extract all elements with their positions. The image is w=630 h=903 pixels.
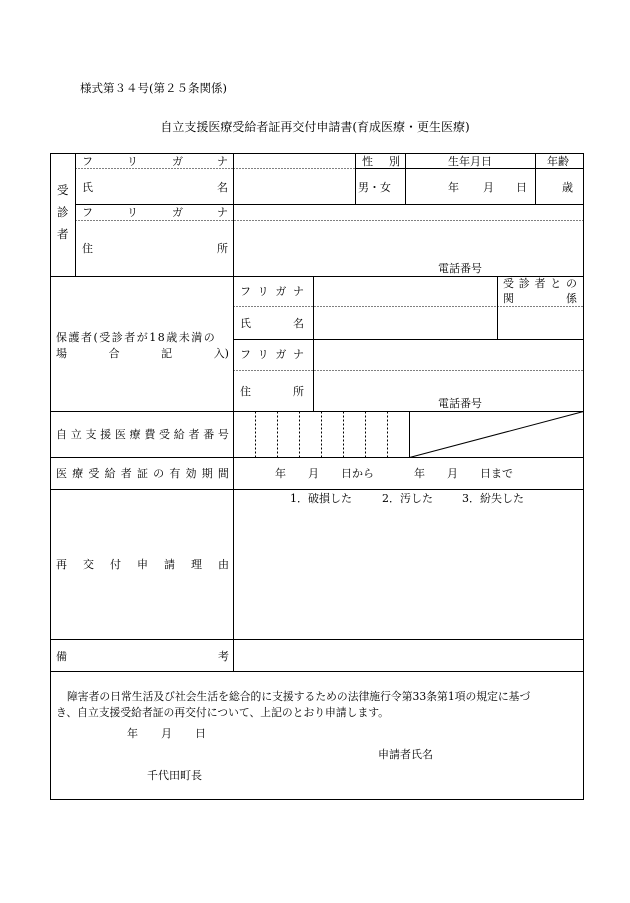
guardian-furigana-label: フ リ ガ ナ xyxy=(240,285,304,298)
guardian-label-line1: 保護者(受診者が18歳未満の xyxy=(56,331,217,344)
guardian-phone-label: 電話番号 xyxy=(438,397,482,410)
sex-label: 性 別 xyxy=(362,155,400,168)
form-title: 自立支援医療受給者証再交付申請書(育成医療・更生医療) xyxy=(160,120,470,134)
validity-label: 医 療 受 給 者 証 の 有 効 期 間 xyxy=(56,467,229,480)
patient-furigana-label: フ リ ガ ナ xyxy=(82,155,228,168)
patient-phone-label: 電話番号 xyxy=(438,262,482,275)
guardian-label-line2: 場 合 記 入) xyxy=(56,347,229,360)
reason-option-soiled: 2．汚した xyxy=(382,492,433,505)
sex-value: 男・女 xyxy=(358,181,391,194)
applicant-name-label: 申請者氏名 xyxy=(378,748,433,761)
addressee: 千代田町長 xyxy=(147,769,202,782)
declaration-line1: 障害者の日常生活及び社会生活を総合的に支援するための法律施行令第33条第1項の規定に基づ xyxy=(67,690,531,703)
reason-option-lost: 3．紛失した xyxy=(462,492,524,505)
form-number: 様式第３４号(第２５条関係) xyxy=(80,81,227,95)
birthdate-year: 年 xyxy=(448,181,459,194)
guardian-name-label: 氏 名 xyxy=(240,317,304,330)
remarks-label: 備 考 xyxy=(56,650,229,663)
reason-option-damaged: 1．破損した xyxy=(290,492,352,505)
age-label: 年齢 xyxy=(547,155,569,168)
patient-furigana-label-2: フ リ ガ ナ xyxy=(82,206,228,219)
recipient-number-label: 自 立 支 援 医 療 費 受 給 者 番 号 xyxy=(56,428,229,441)
guardian-furigana-label-2: フ リ ガ ナ xyxy=(240,348,304,361)
reason-label: 再 交 付 申 請 理 由 xyxy=(56,558,229,571)
declaration-date-month: 月 xyxy=(161,727,172,740)
relation-label-line1: 受 診 者 と の xyxy=(503,277,577,290)
birthdate-label: 生年月日 xyxy=(448,155,492,168)
relation-label-line2: 関 係 xyxy=(503,292,577,305)
validity-from: 年 月 日から xyxy=(275,467,374,480)
declaration-date-day: 日 xyxy=(195,727,206,740)
validity-to: 年 月 日まで xyxy=(414,467,513,480)
birthdate-month: 月 xyxy=(483,181,494,194)
age-unit: 歳 xyxy=(562,181,573,194)
birthdate-day: 日 xyxy=(516,181,527,194)
declaration-line2: き、自立支援受給者証の再交付について、上記のとおり申請します。 xyxy=(56,706,389,719)
guardian-address-label: 住 所 xyxy=(240,385,304,398)
patient-address-label: 住 所 xyxy=(82,242,228,255)
declaration-date-year: 年 xyxy=(127,727,138,740)
patient-name-label: 氏 名 xyxy=(82,181,228,194)
patient-section-label: 受 診 者 xyxy=(57,183,69,241)
